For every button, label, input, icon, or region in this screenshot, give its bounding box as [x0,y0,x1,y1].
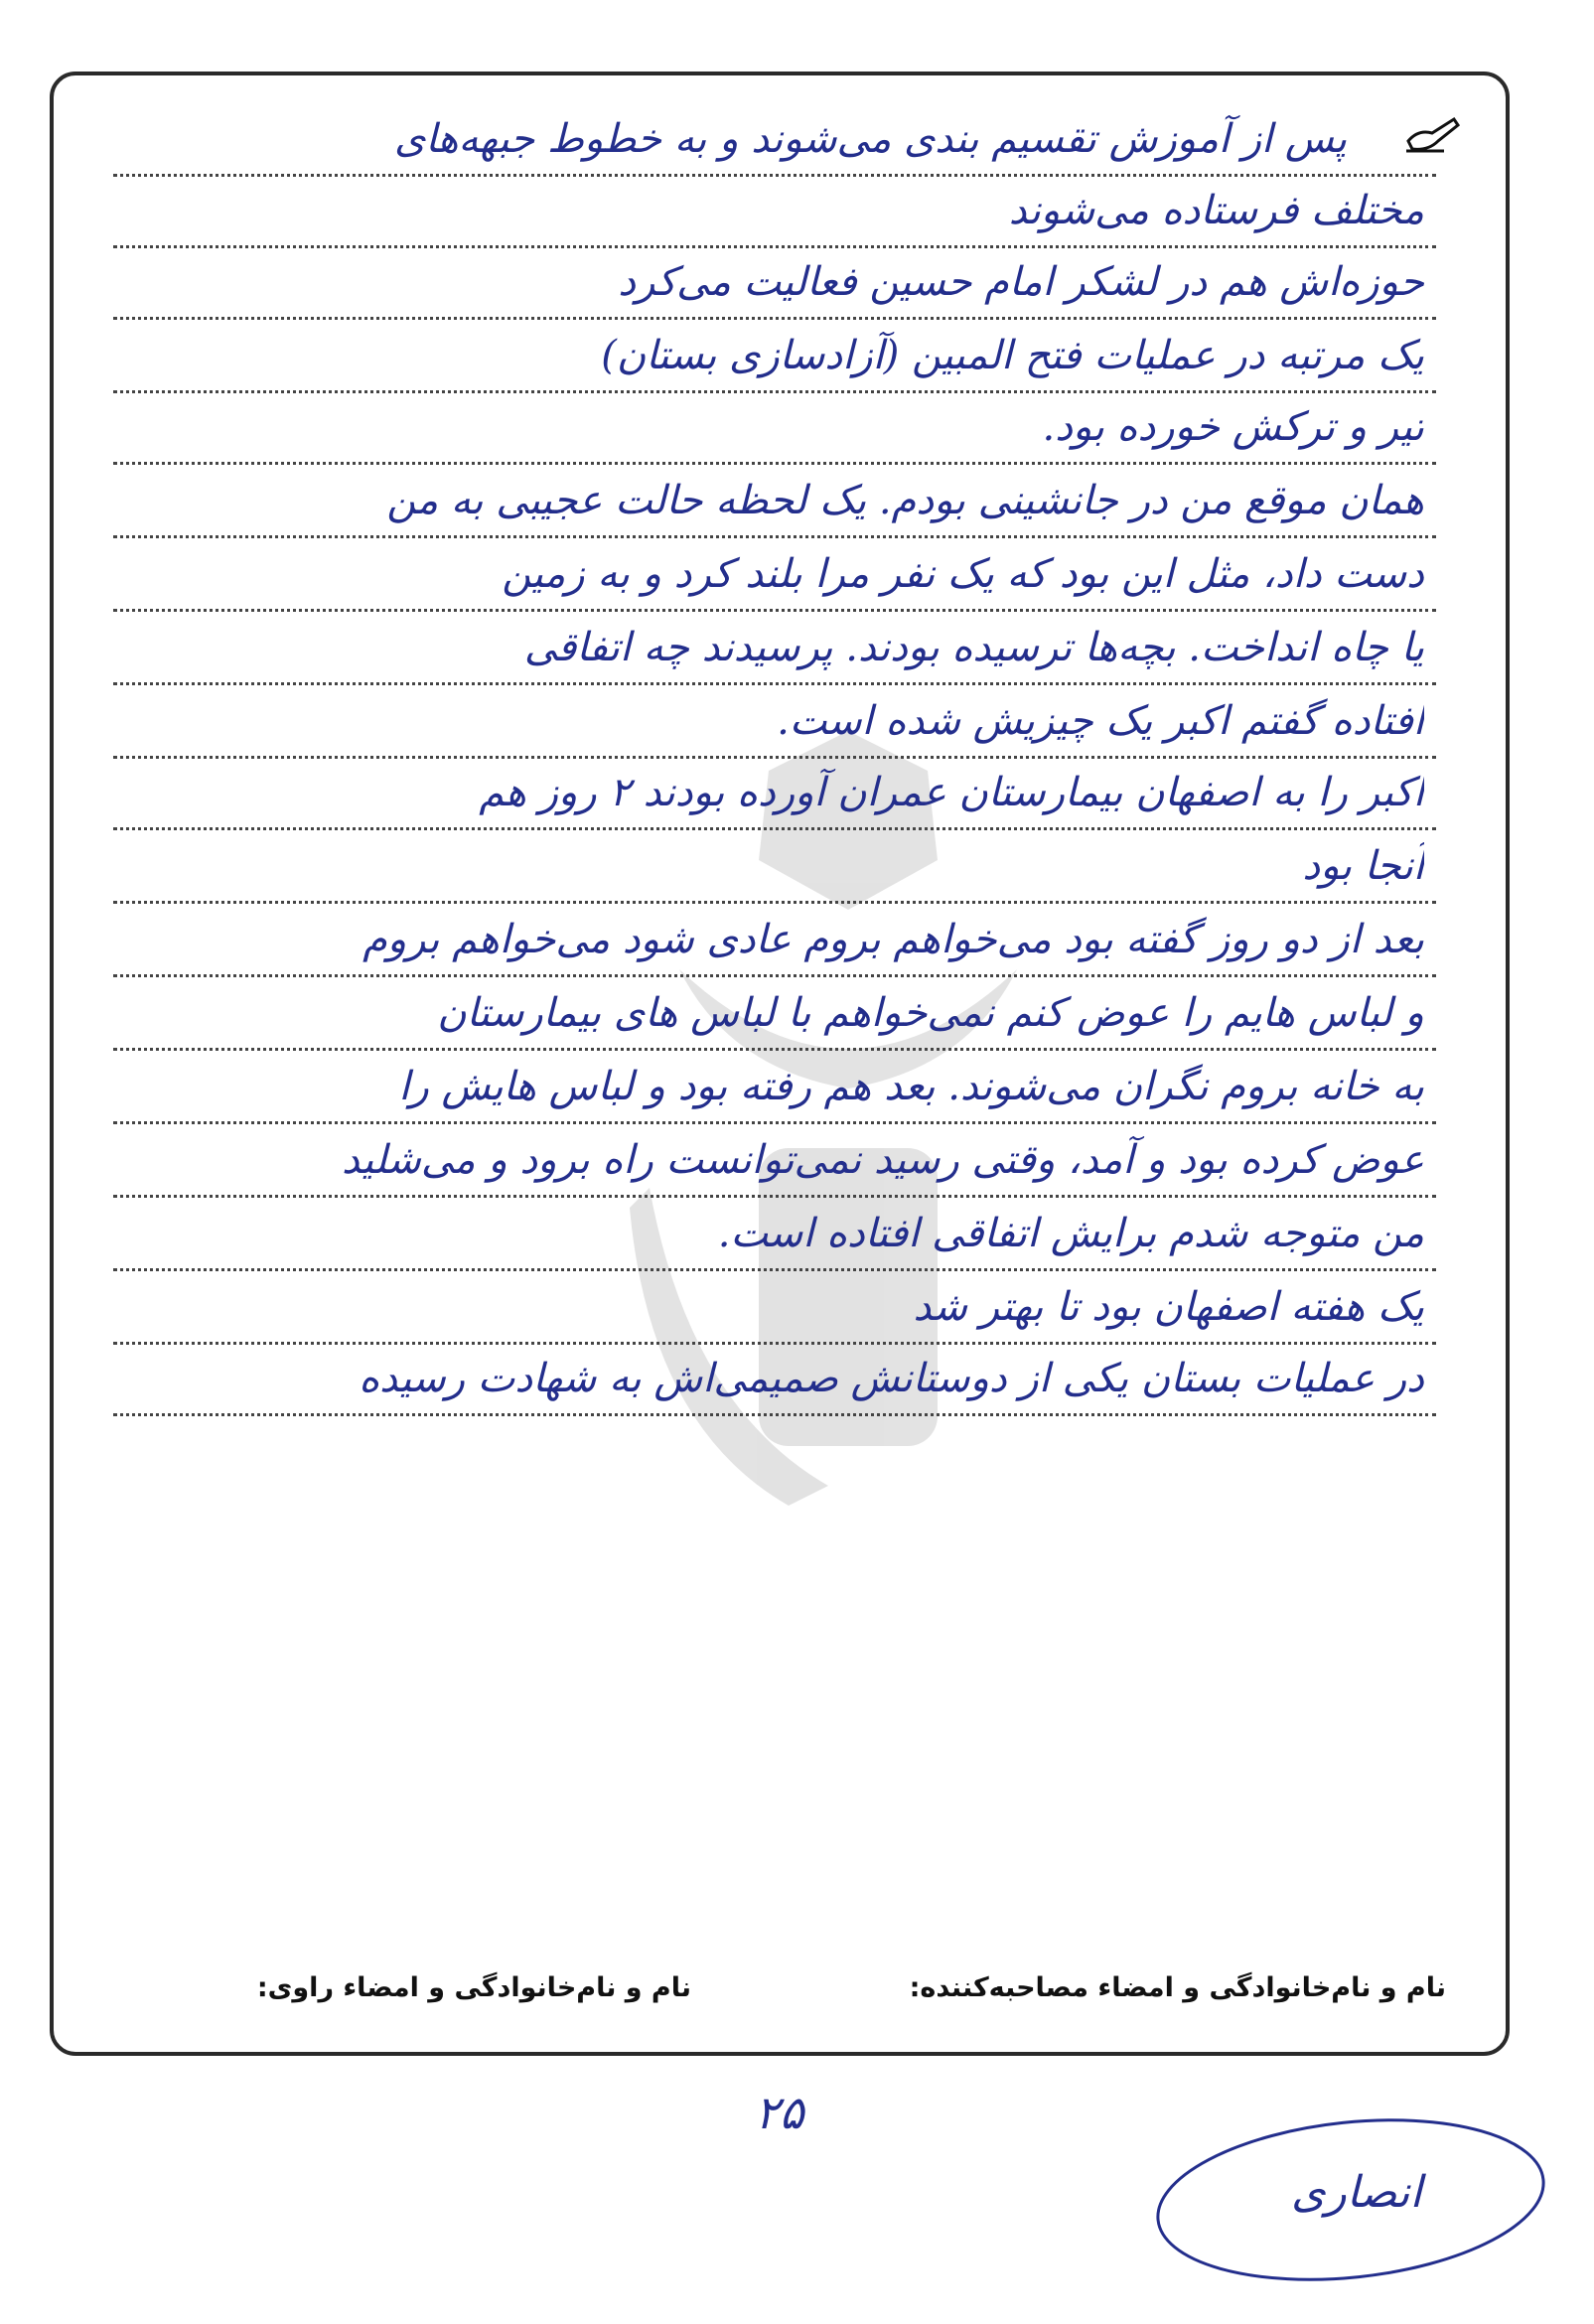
handwritten-line: بعد از دو روز گفته بود می‌خواهم بروم عادی شود می‌خواهم بروم [362,917,1424,962]
page-frame [50,72,1510,2056]
handwritten-line: یک مرتبه در عملیات فتح المبین (آزادسازی بستان) [601,333,1424,378]
handwritten-line: آنجا بود [1302,843,1424,889]
handwritten-line: افتاده گفتم اکبر یک چیزیش شده است. [777,698,1424,744]
signature-footer [113,1962,1446,2022]
narrator-signature-label: نام و نام‌خانوادگی و امضاء راوی: [256,1972,691,2003]
handwritten-line: مختلف فرستاده می‌شوند [1008,188,1424,233]
handwritten-line: به خانه بروم نگران می‌شوند. بعد هم رفته بود و لباس هایش را [398,1064,1424,1109]
handwritten-line: تیر و ترکش خورده بود. [1042,404,1424,450]
handwritten-line: یک هفته اصفهان بود تا بهتر شد [913,1284,1424,1330]
handwritten-line: من متوجه شدم برایش اتفاقی افتاده است. [717,1211,1424,1256]
line-row [113,1317,1436,1416]
page-number: ۲۵ [755,2086,804,2139]
handwritten-line: حوزه‌اش هم در لشکر امام حسین فعالیت می‌کرد [618,259,1424,305]
handwritten-line: دست داد، مثل این بود که یک نفر مرا بلند کرد و به زمین [502,551,1424,597]
signature-text: انصاری [1291,2167,1422,2218]
interviewer-signature-label: نام و نام‌خانوادگی و امضاء مصاحبه‌کننده: [909,1972,1446,2003]
handwritten-line: اکبر را به اصفهان بیمارستان عمران آورده بودند ۲ روز هم [479,770,1424,815]
handwritten-line: در عملیات بستان یکی از دوستانش صمیمی‌اش به شهادت رسیده [359,1356,1424,1401]
handwritten-line: عوض کرده بود و آمد، وقتی رسید نمی‌توانست راه برود و می‌شلید [342,1137,1424,1183]
signature-stamp [1142,2106,1559,2294]
handwritten-lines [113,75,1436,2052]
handwritten-line: یا چاه انداخت. بچه‌ها ترسیده بودند. پرسیدند چه اتفاقی [523,625,1424,670]
handwritten-line: و لباس هایم را عوض کنم نمی‌خواهم با لباس های بیمارستان [437,990,1424,1036]
handwritten-line: همان موقع من در جانشینی بودم. یک لحظه حالت عجیبی به من [386,478,1424,523]
handwritten-line: پس از آموزش تقسیم بندی می‌شوند و به خطوط جبهه‌های [393,116,1347,162]
